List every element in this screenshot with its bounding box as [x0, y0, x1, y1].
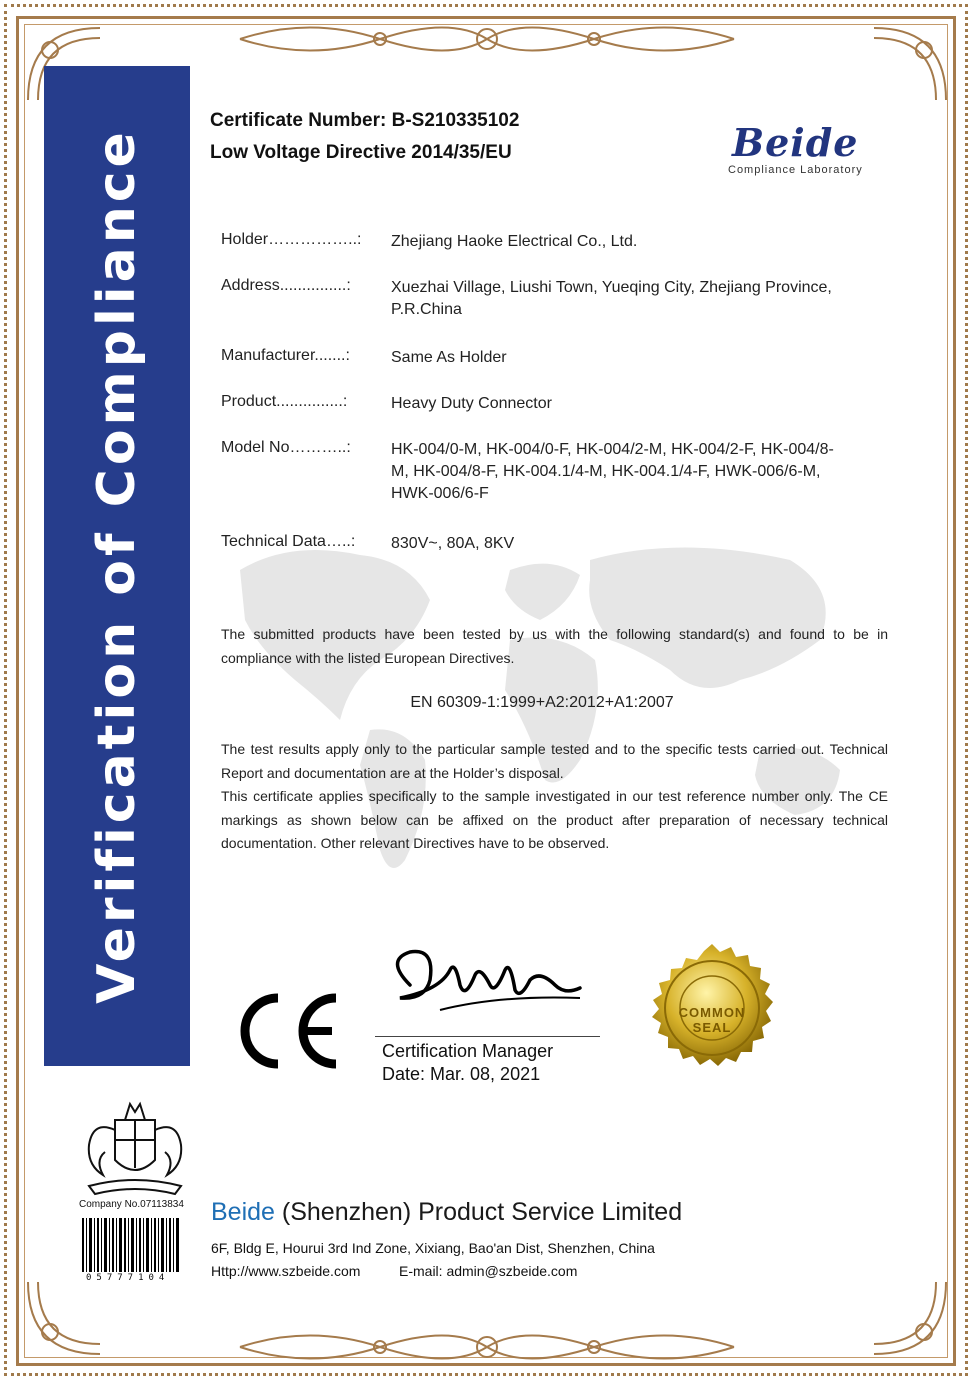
issuing-company-name	[211, 1198, 682, 1227]
manufacturer-label: Manufacturer.......:	[221, 347, 350, 364]
beide-logo: Beide	[732, 120, 859, 165]
product-value: Heavy Duty Connector	[391, 395, 552, 412]
corner-ornament-bottom-left	[20, 1272, 110, 1362]
royal-coat-of-arms-icon	[75, 1090, 195, 1198]
address-value: Xuezhai Village, Liushi Town, Yueqing City, Zhejiang Province, P.R.China	[391, 279, 832, 318]
compliance-statement: The submitted products have been tested by us with the following standard(s) and found to be in compliance with the listed European Directives.	[221, 626, 888, 666]
technical-data-value: 830V~, 80A, 8KV	[391, 535, 515, 552]
bottom-ornament	[230, 1322, 744, 1372]
barcode-digits: 05777104	[86, 1273, 170, 1283]
signature-line	[375, 1036, 600, 1037]
model-value: HK-004/0-M, HK-004/0-F, HK-004/2-M, HK-004/2-F, HK-004/8-M, HK-004/8-F, HK-004.1/4-M, HK-004.1/4-F, HWK-006/6-M, HWK-006/6-F	[391, 441, 834, 502]
verification-side-band	[44, 66, 190, 1066]
company-brand: Beide	[211, 1198, 275, 1226]
certificate-number: Certificate Number: B-S210335102	[210, 110, 520, 131]
technical-data-label: Technical Data…..:	[221, 533, 356, 550]
applied-standard: EN 60309-1:1999+A2:2012+A1:2007	[410, 694, 674, 711]
manager-signature	[380, 940, 590, 1025]
company-website-link[interactable]: Http://www.szbeide.com	[211, 1263, 361, 1279]
barcode-icon	[82, 1218, 182, 1272]
issue-date: Date: Mar. 08, 2021	[382, 1064, 541, 1084]
model-label: Model No………..:	[221, 439, 351, 456]
directive-title: Low Voltage Directive 2014/35/EU	[210, 142, 512, 163]
product-label: Product...............:	[221, 393, 348, 410]
manufacturer-value: Same As Holder	[391, 349, 507, 366]
holder-label: Holder……………..:	[221, 231, 362, 248]
ce-mark-icon	[228, 990, 340, 1072]
validity-notes-2: This certificate applies specifically to the sample investigated in our test reference number only. The CE markings as shown below can be affixed on the product after preparation of necessary technical documentation. Other relevant Directives have to be observed.	[221, 788, 888, 851]
company-email-link[interactable]: E-mail: admin@szbeide.com	[399, 1263, 578, 1279]
company-address: 6F, Bldg E, Hourui 3rd Ind Zone, Xixiang, Bao'an Dist, Shenzhen, China	[211, 1240, 655, 1256]
seal-center-text: COMMON SEAL	[678, 1005, 746, 1035]
top-ornament	[230, 14, 744, 64]
signatory-role: Certification Manager	[382, 1041, 554, 1061]
company-name-rest: (Shenzhen) Product Service Limited	[274, 1198, 683, 1226]
company-number: Company No.07113834	[79, 1199, 184, 1210]
corner-ornament-bottom-right	[864, 1272, 954, 1362]
address-label: Address...............:	[221, 277, 351, 294]
side-banner-text: Verification of Compliance	[87, 128, 147, 1004]
corner-ornament-top-right	[864, 20, 954, 110]
holder-value: Zhejiang Haoke Electrical Co., Ltd.	[391, 233, 638, 250]
logo-subtitle: Compliance Laboratory	[728, 164, 863, 176]
validity-notes: The test results apply only to the particular sample tested and to the specific tests carried out. Technical Report and documentation are at the Holder’s disposal.	[221, 741, 888, 781]
